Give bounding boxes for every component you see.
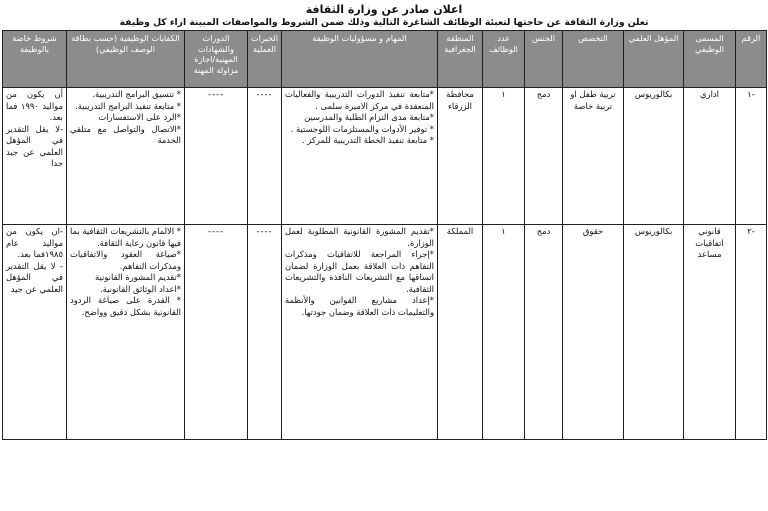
condition-item: -لا يقل التقدير في المؤهل العلمي عن جيد جدا [6,123,63,168]
competency-item: *الرد على الاستفسارات [98,112,181,122]
duty-item: *متابعة تنفيذ الدورات التدريبية والفعاليات المنعقدة في مركز الاميرة سلمى . [285,89,434,111]
competency-item: *اعداد الوثائق القانونية. [99,283,181,294]
duty-item: *متابعة مدى التزام الطلبة والمدرسين [304,112,434,122]
header-job-title: المسمى الوظيفي [684,31,736,88]
row-count: ١ [483,225,525,440]
row-courses [185,88,248,225]
header-duties: المهام و مسؤوليات الوظيفة [282,31,438,88]
row-experience [248,225,282,440]
duty-item: * توفير الأدوات والمستلزمات اللوجستية . [290,123,434,134]
competency-item: * تنسيق البرامج التدريبية. [92,89,181,99]
jobs-table [2,30,767,440]
competency-item: *الاتصال والتواصل مع متلقي الخدمة [70,123,181,145]
row-job-title: قانوني اتفاقيات مساعد [684,225,736,440]
announcement-subtitle: تعلن وزارة الثقافة عن حاجتها لتعبئة الوظائف الشاغرة التالية وذلك ضمن الشروط والمواصفات المبينة ازاء كل وظيفة [119,17,649,28]
row-gender: دمج [525,88,563,225]
table-header-row [3,31,767,88]
header-experience: الخبرات العملية [248,31,282,88]
announcement-title: اعلان صادر عن وزارة الثقافة [305,3,463,16]
table-row [3,225,767,440]
duty-item: *إجراء المراجعة للاتفاقيات ومذكرات التفاهم ذات العلاقة بعمل الوزارة لضمان اتساقها مع التشريعات النافذة والتشريعات الثقافية. [285,249,434,294]
table-row [3,88,767,225]
competency-item: * الالمام بالتشريعات الثقافية بما فيها قانون رعاية الثقافة. [70,226,181,248]
row-specialization: حقوق [563,225,624,440]
header-qualification: المؤهل العلمي [624,31,684,88]
header-region: المنطقة الجغرافية [438,31,483,88]
row-job-title: اداري [684,88,736,225]
row-courses [185,225,248,440]
competency-item: * متابعة تنفيذ البرامج التدريبية. [75,100,181,111]
row-competencies [67,225,185,440]
competency-item: *تقديم المشورة القانونية [94,272,181,282]
row-number: -٢ [736,225,767,440]
row-region: المملكة [438,225,483,440]
row-count: ١ [483,88,525,225]
header-number: الرقم [736,31,767,88]
header-specialization: التخصص [563,31,624,88]
row-conditions [3,225,67,440]
competency-item: *صياغة العقود والاتفاقيات ومذكرات التفاهم. [70,249,181,271]
header-count: عدد الوظائف [483,31,525,88]
announcement-header [0,0,768,30]
duty-item: *تقديم المشورة القانونية المطلوبة لعمل الوزارة. [285,226,434,248]
condition-item: أن يكون من مواليد ١٩٩٠ فما بعد. [6,89,63,122]
row-region: محافظة الزرقاء [438,88,483,225]
experience-value: ---- [256,226,273,236]
row-competencies [67,88,185,225]
courses-value: ---- [207,226,225,236]
row-number: -١ [736,88,767,225]
condition-item: - لا يقل التقدير في المؤهل العلمي عن جيد [6,260,63,294]
courses-value: ---- [207,89,225,99]
row-conditions [3,88,67,225]
row-qualification: بكالوريوس [624,88,684,225]
duty-item: *إعداد مشاريع القوانين والأنظمة والتعليمات ذات العلاقة وضمان جودتها. [285,295,434,317]
header-gender: الجنس [525,31,563,88]
row-duties [282,88,438,225]
duty-item: * متابعة تنفيذ الخطة التدريبية للمركز . [301,135,434,145]
row-duties [282,225,438,440]
row-experience [248,88,282,225]
row-gender: دمج [525,225,563,440]
row-qualification: بكالوريوس [624,225,684,440]
competency-item: * القدرة على صياغة الردود القانونية بشكل دقيق وواضح. [70,295,181,317]
experience-value: ---- [256,89,273,99]
condition-item: -ان يكون من مواليد عام ١٩٨٥فما بعد. [6,226,63,259]
header-competencies: الكفايات الوظيفية (حسب بطاقة الوصف الوظيفي) [67,31,185,88]
row-specialization: تربية طفل او تربية خاصة [563,88,624,225]
header-conditions: شروط خاصة بالوظيفة [3,31,67,88]
header-courses: الدورات والشهادات المهنية/اجازة مزاولة المهنة [185,31,248,88]
